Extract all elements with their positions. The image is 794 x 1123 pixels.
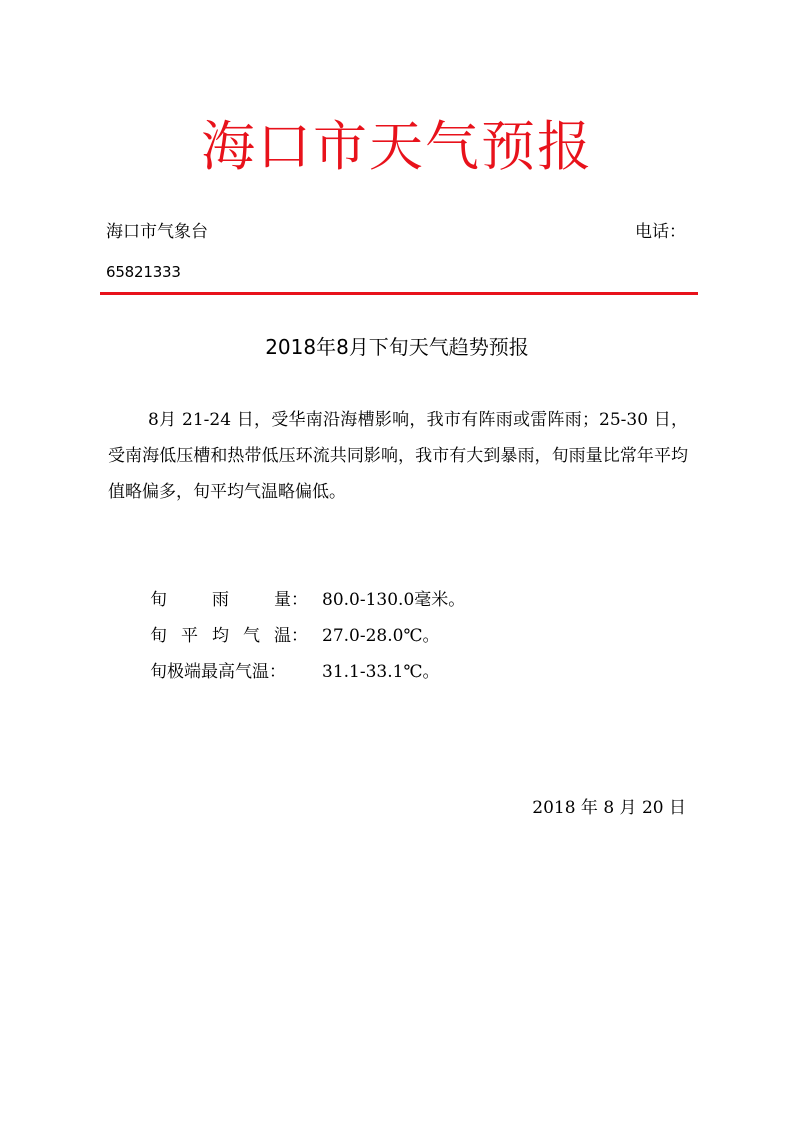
stat-label-char: 旬: [150, 590, 167, 610]
stat-label-char: 雨: [212, 590, 229, 610]
stat-label-char: 旬: [150, 626, 167, 646]
stat-label-char: 气: [243, 626, 260, 646]
stat-label-char: 温：: [274, 626, 308, 646]
stat-row-mean-temp: [150, 618, 465, 654]
stat-label-rainfall: [150, 582, 322, 618]
masthead-title: 海口市天气预报: [201, 115, 593, 178]
stat-label-text: 旬极端最高气温：: [150, 662, 286, 682]
stat-label-char: 平: [181, 626, 198, 646]
stat-label-char: 量：: [274, 590, 308, 610]
header-divider: [100, 292, 698, 295]
stat-row-rainfall: [150, 582, 465, 618]
stat-value-mean-temp: 27.0-28.0℃。: [322, 626, 440, 646]
stat-row-max-temp: [150, 654, 465, 690]
phone-label: 电话：: [635, 222, 686, 242]
phone-number: 65821333: [106, 263, 181, 281]
issuer-name: 海口市气象台: [106, 222, 208, 242]
forecast-stats: [150, 582, 465, 690]
stat-label-max-temp: [150, 654, 322, 690]
document-title: 2018年8月下旬天气趋势预报: [265, 335, 529, 359]
issue-date: 2018 年 8 月 20 日: [532, 798, 686, 818]
stat-label-char: 均: [212, 626, 229, 646]
forecast-paragraph: 8月 21-24 日，受华南沿海槽影响，我市有阵雨或雷阵雨；25-30 日，受南海低压槽和热带低压环流共同影响，我市有大到暴雨，旬雨量比常年平均值略偏多，旬平均气温略偏低。: [108, 410, 688, 502]
stat-value-rainfall: 80.0-130.0毫米。: [322, 590, 466, 610]
stat-value-max-temp: 31.1-33.1℃。: [322, 662, 440, 682]
stat-label-mean-temp: [150, 618, 322, 654]
